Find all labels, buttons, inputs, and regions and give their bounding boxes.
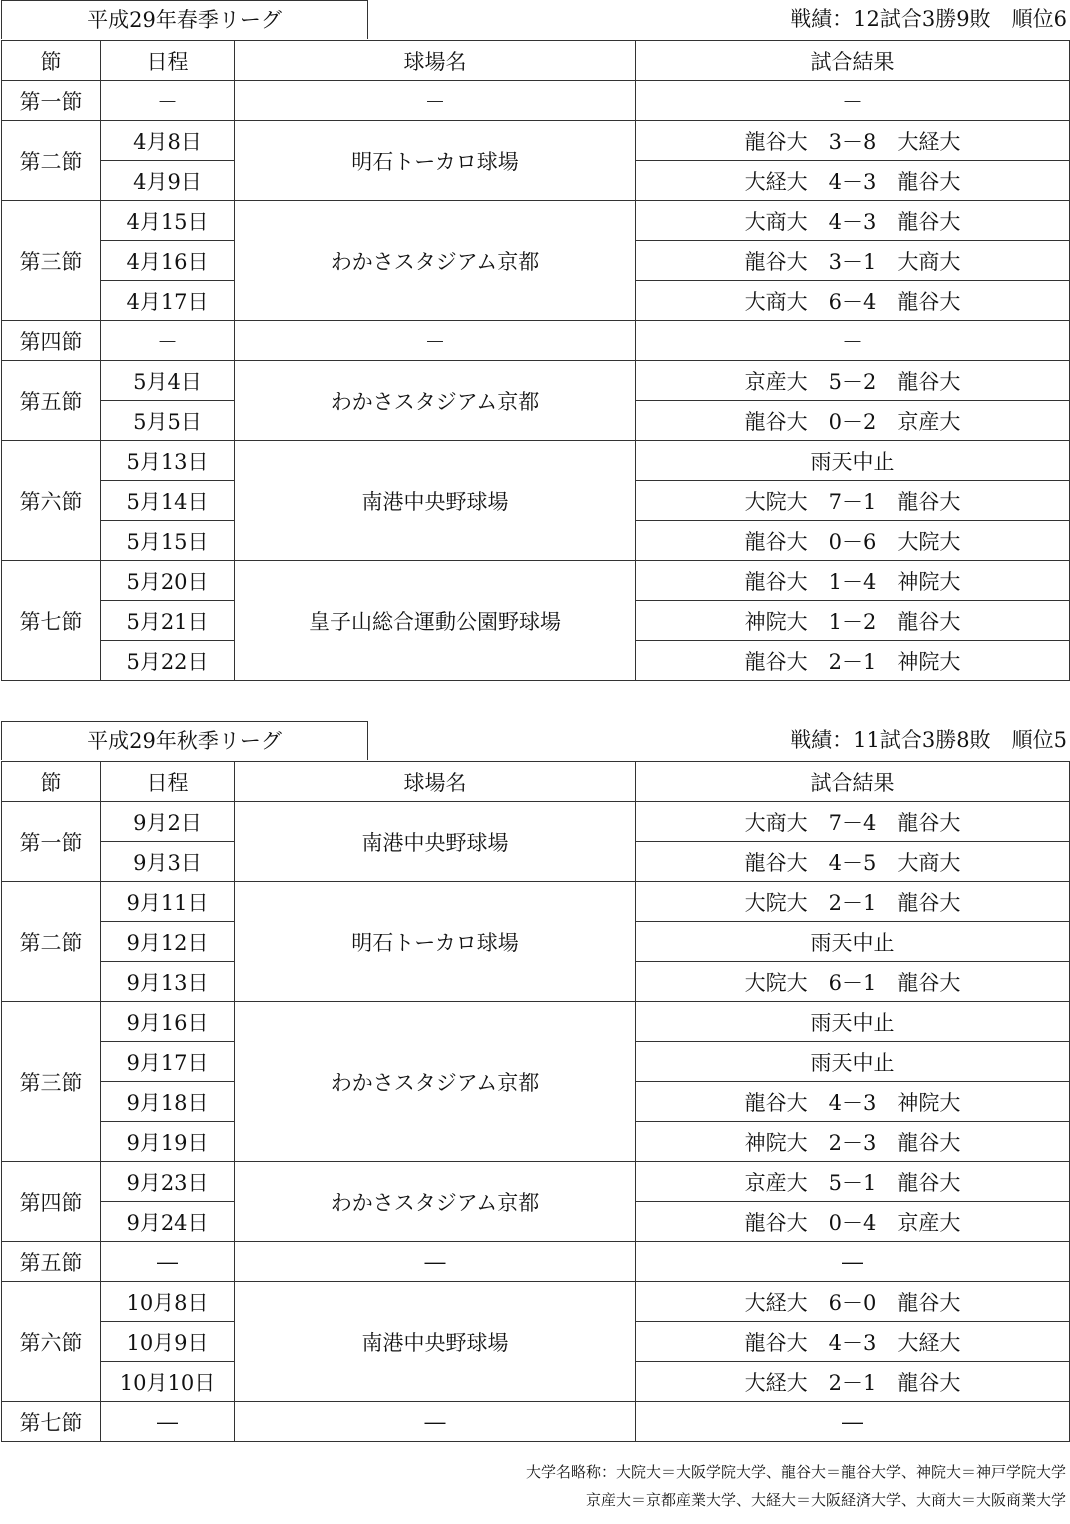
result-cell: ― <box>636 1242 1070 1282</box>
spring-schedule-body <box>2 81 1070 681</box>
result-cell: 龍谷大 3－8 大経大 <box>636 121 1070 161</box>
result-cell: － <box>636 81 1070 121</box>
table-row <box>2 121 1070 161</box>
setsu-cell: 第五節 <box>2 361 101 441</box>
table-row <box>2 561 1070 601</box>
result-cell: 神院大 1－2 龍谷大 <box>636 601 1070 641</box>
header-result: 試合結果 <box>636 41 1070 81</box>
date-cell: 10月10日 <box>101 1362 235 1402</box>
header-venue: 球場名 <box>235 41 636 81</box>
date-cell: ― <box>101 1402 235 1442</box>
header-result: 試合結果 <box>636 762 1070 802</box>
spring-league-header <box>1 0 1069 40</box>
table-row <box>2 1002 1070 1042</box>
setsu-cell: 第五節 <box>2 1242 101 1282</box>
footnote-abbreviations-2: 京産大＝京都産業大学、大経大＝大阪経済大学、大商大＝大阪商業大学 <box>585 1491 1066 1509</box>
spring-league-record: 戦績：12試合3勝9敗 順位6 <box>790 7 1067 31</box>
result-cell: 大院大 6－1 龍谷大 <box>636 962 1070 1002</box>
date-cell: 5月5日 <box>101 401 235 441</box>
date-cell: 5月22日 <box>101 641 235 681</box>
result-cell: 雨天中止 <box>636 1002 1070 1042</box>
spring-schedule-table <box>1 40 1070 681</box>
venue-cell: － <box>235 321 636 361</box>
table-row <box>2 882 1070 922</box>
table-row <box>2 802 1070 842</box>
setsu-cell: 第四節 <box>2 1162 101 1242</box>
date-cell: 10月8日 <box>101 1282 235 1322</box>
result-cell: 龍谷大 3－1 大商大 <box>636 241 1070 281</box>
date-cell: 9月12日 <box>101 922 235 962</box>
date-cell: 9月23日 <box>101 1162 235 1202</box>
date-cell: 9月24日 <box>101 1202 235 1242</box>
date-cell: 4月17日 <box>101 281 235 321</box>
venue-cell: わかさスタジアム京都 <box>235 361 636 441</box>
result-cell: 龍谷大 0－6 大院大 <box>636 521 1070 561</box>
table-row <box>2 361 1070 401</box>
result-cell: 神院大 2－3 龍谷大 <box>636 1122 1070 1162</box>
venue-cell: わかさスタジアム京都 <box>235 201 636 321</box>
date-cell: 4月16日 <box>101 241 235 281</box>
result-cell: 京産大 5－2 龍谷大 <box>636 361 1070 401</box>
header-setsu: 節 <box>2 41 101 81</box>
venue-cell: 南港中央野球場 <box>235 441 636 561</box>
setsu-cell: 第四節 <box>2 321 101 361</box>
footnote-abbreviations-1: 大学名略称：大院大＝大阪学院大学、龍谷大＝龍谷大学、神院大＝神戸学院大学 <box>525 1463 1066 1481</box>
autumn-league-header <box>1 721 1069 761</box>
result-cell: 雨天中止 <box>636 922 1070 962</box>
header-venue: 球場名 <box>235 762 636 802</box>
table-row <box>2 441 1070 481</box>
result-cell: 龍谷大 4－5 大商大 <box>636 842 1070 882</box>
result-cell: 雨天中止 <box>636 1042 1070 1082</box>
autumn-schedule-body <box>2 802 1070 1442</box>
result-cell: 大商大 6－4 龍谷大 <box>636 281 1070 321</box>
setsu-cell: 第三節 <box>2 1002 101 1162</box>
venue-cell: ― <box>235 1242 636 1282</box>
autumn-league-section <box>1 721 1069 1442</box>
date-cell: 9月17日 <box>101 1042 235 1082</box>
result-cell: 大院大 2－1 龍谷大 <box>636 882 1070 922</box>
result-cell: 龍谷大 0－2 京産大 <box>636 401 1070 441</box>
date-cell: 9月2日 <box>101 802 235 842</box>
result-cell: 京産大 5－1 龍谷大 <box>636 1162 1070 1202</box>
date-cell: 9月18日 <box>101 1082 235 1122</box>
venue-cell: ― <box>235 1402 636 1442</box>
setsu-cell: 第一節 <box>2 802 101 882</box>
spring-league-section <box>1 0 1069 681</box>
autumn-schedule-table <box>1 761 1070 1442</box>
result-cell: 龍谷大 4－3 大経大 <box>636 1322 1070 1362</box>
result-cell: 雨天中止 <box>636 441 1070 481</box>
date-cell: 4月8日 <box>101 121 235 161</box>
date-cell: 9月19日 <box>101 1122 235 1162</box>
header-setsu: 節 <box>2 762 101 802</box>
result-cell: － <box>636 321 1070 361</box>
venue-cell: 南港中央野球場 <box>235 802 636 882</box>
setsu-cell: 第七節 <box>2 561 101 681</box>
result-cell: 龍谷大 4－3 神院大 <box>636 1082 1070 1122</box>
table-header-row <box>2 41 1070 81</box>
setsu-cell: 第六節 <box>2 441 101 561</box>
table-row <box>2 1282 1070 1322</box>
venue-cell: 皇子山総合運動公園野球場 <box>235 561 636 681</box>
date-cell: 5月15日 <box>101 521 235 561</box>
date-cell: 9月3日 <box>101 842 235 882</box>
venue-cell: わかさスタジアム京都 <box>235 1002 636 1162</box>
venue-cell: わかさスタジアム京都 <box>235 1162 636 1242</box>
table-row <box>2 1242 1070 1282</box>
date-cell: 5月13日 <box>101 441 235 481</box>
table-row <box>2 81 1070 121</box>
venue-cell: 明石トーカロ球場 <box>235 882 636 1002</box>
venue-cell: － <box>235 81 636 121</box>
date-cell: 5月21日 <box>101 601 235 641</box>
result-cell: 大経大 4－3 龍谷大 <box>636 161 1070 201</box>
venue-cell: 明石トーカロ球場 <box>235 121 636 201</box>
result-cell: 大商大 7－4 龍谷大 <box>636 802 1070 842</box>
result-cell: 龍谷大 0－4 京産大 <box>636 1202 1070 1242</box>
date-cell: 9月11日 <box>101 882 235 922</box>
table-row <box>2 1402 1070 1442</box>
date-cell: 5月4日 <box>101 361 235 401</box>
table-row <box>2 201 1070 241</box>
result-cell: 龍谷大 1－4 神院大 <box>636 561 1070 601</box>
setsu-cell: 第一節 <box>2 81 101 121</box>
header-date: 日程 <box>101 41 235 81</box>
setsu-cell: 第二節 <box>2 121 101 201</box>
result-cell: 大院大 7－1 龍谷大 <box>636 481 1070 521</box>
table-row <box>2 1162 1070 1202</box>
result-cell: 大経大 6－0 龍谷大 <box>636 1282 1070 1322</box>
table-header-row <box>2 762 1070 802</box>
setsu-cell: 第三節 <box>2 201 101 321</box>
date-cell: 9月13日 <box>101 962 235 1002</box>
autumn-league-record: 戦績：11試合3勝8敗 順位5 <box>790 728 1067 752</box>
result-cell: 大経大 2－1 龍谷大 <box>636 1362 1070 1402</box>
date-cell: 4月15日 <box>101 201 235 241</box>
setsu-cell: 第二節 <box>2 882 101 1002</box>
result-cell: 龍谷大 2－1 神院大 <box>636 641 1070 681</box>
result-cell: 大商大 4－3 龍谷大 <box>636 201 1070 241</box>
table-row <box>2 321 1070 361</box>
date-cell: 5月14日 <box>101 481 235 521</box>
header-date: 日程 <box>101 762 235 802</box>
date-cell: 5月20日 <box>101 561 235 601</box>
date-cell: 10月9日 <box>101 1322 235 1362</box>
date-cell: 9月16日 <box>101 1002 235 1042</box>
date-cell: 4月9日 <box>101 161 235 201</box>
result-cell: ― <box>636 1402 1070 1442</box>
date-cell: － <box>101 321 235 361</box>
date-cell: ― <box>101 1242 235 1282</box>
autumn-league-title: 平成29年秋季リーグ <box>1 721 368 760</box>
spring-league-title: 平成29年春季リーグ <box>1 0 368 39</box>
date-cell: － <box>101 81 235 121</box>
setsu-cell: 第六節 <box>2 1282 101 1402</box>
venue-cell: 南港中央野球場 <box>235 1282 636 1402</box>
setsu-cell: 第七節 <box>2 1402 101 1442</box>
